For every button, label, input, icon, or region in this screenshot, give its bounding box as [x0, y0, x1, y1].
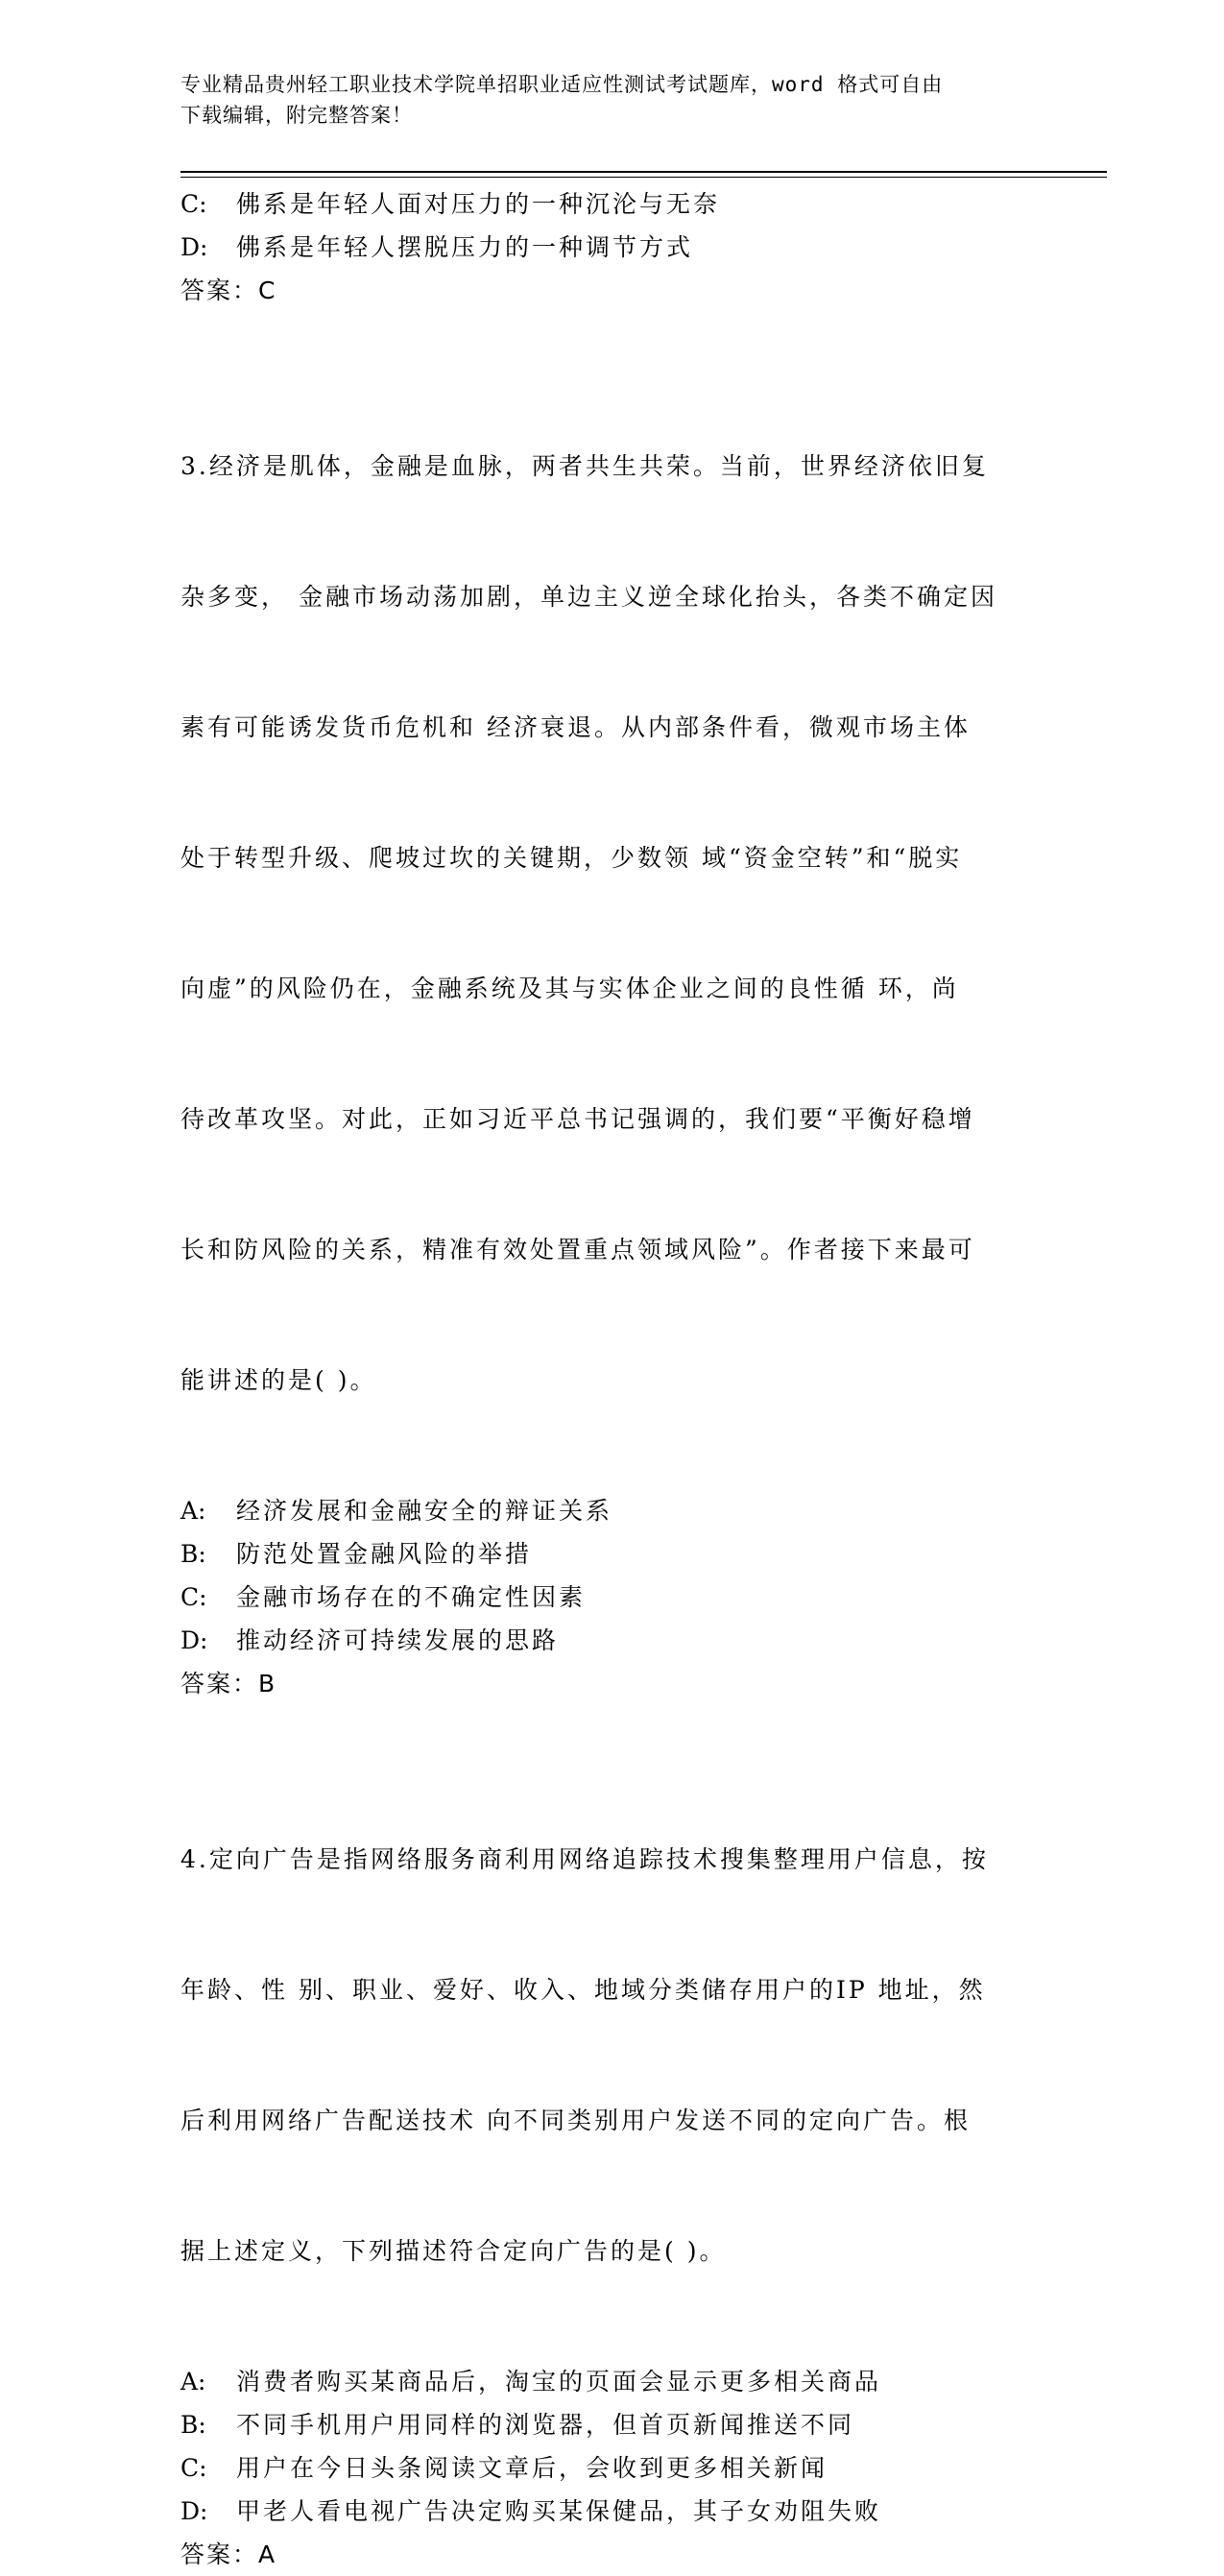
option-text: 防范处置金融风险的举措 — [236, 1540, 533, 1568]
option-letter: A: — [180, 1497, 206, 1525]
stem-line: 长和防风险的关系，精准有效处置重点领域风险”。作者接下来最可 — [180, 1236, 975, 1264]
option-text: 不同手机用户用同样的浏览器，但首页新闻推送不同 — [236, 2411, 855, 2439]
document-body — [180, 182, 1025, 2576]
option-letter: C: — [180, 190, 207, 218]
option-text: 消费者购买某商品后，淘宝的页面会显示更多相关商品 — [236, 2368, 882, 2395]
option-a — [180, 1489, 1025, 1532]
stem-line: 4.定向广告是指网络服务商利用网络追踪技术搜集整理用户信息，按 — [180, 1845, 989, 1873]
option-text: 经济发展和金融安全的辩证关系 — [236, 1497, 613, 1525]
option-a — [180, 2360, 1025, 2403]
header-line-2: 下载编辑，附完整答案！ — [180, 104, 413, 127]
question-3 — [180, 357, 1025, 1705]
question-stem — [180, 357, 1025, 1489]
option-d — [180, 2490, 1025, 2533]
header-rule-thin — [180, 177, 1107, 178]
stem-line: 后利用网络广告配送技术 向不同类别用户发送不同的定向广告。根 — [180, 2107, 971, 2134]
option-text: 甲老人看电视广告决定购买某保健品，其子女劝阻失败 — [236, 2497, 882, 2525]
option-text: 推动经济可持续发展的思路 — [236, 1626, 560, 1654]
option-text: 用户在今日头条阅读文章后，会收到更多相关新闻 — [236, 2454, 828, 2482]
stem-line: 3.经济是肌体，金融是血脉，两者共生共荣。当前，世界经济依旧复 — [180, 452, 989, 480]
option-d — [180, 226, 1025, 269]
option-letter: C: — [180, 2454, 207, 2482]
stem-line: 素有可能诱发货币危机和 经济衰退。从内部条件看，微观市场主体 — [180, 713, 971, 741]
option-b — [180, 1532, 1025, 1576]
answer-line: 答案：B — [180, 1670, 277, 1697]
option-b — [180, 2403, 1025, 2446]
option-letter: A: — [180, 2368, 206, 2395]
option-c — [180, 1576, 1025, 1619]
option-text: 佛系是年轻人面对压力的一种沉沦与无奈 — [236, 190, 721, 218]
header-line-1: 专业精品贵州轻工职业技术学院单招职业适应性测试考试题库，word 格式可自由 — [180, 73, 944, 96]
question-stem — [180, 1750, 1025, 2360]
option-letter: D: — [180, 2497, 208, 2525]
option-text: 佛系是年轻人摆脱压力的一种调节方式 — [236, 233, 694, 261]
header-rule-thick — [180, 171, 1107, 173]
question-2 — [180, 182, 1025, 312]
stem-line: 向虚”的风险仍在，金融系统及其与实体企业之间的良性循 环，尚 — [180, 975, 959, 1002]
option-letter: B: — [180, 2411, 206, 2439]
stem-line: 处于转型升级、爬坡过坎的关键期，少数领 域“资金空转”和“脱实 — [180, 844, 963, 872]
question-4 — [180, 1750, 1025, 2576]
option-letter: C: — [180, 1583, 207, 1611]
answer-line: 答案：A — [180, 2540, 277, 2568]
option-d — [180, 1619, 1025, 1662]
stem-line: 杂多变， 金融市场动荡加剧，单边主义逆全球化抬头，各类不确定因 — [180, 583, 997, 611]
option-c — [180, 182, 1025, 226]
option-c — [180, 2446, 1025, 2490]
answer-line: 答案：C — [180, 277, 277, 304]
option-text: 金融市场存在的不确定性因素 — [236, 1583, 587, 1611]
stem-line: 待改革攻坚。对此，正如习近平总书记强调的，我们要“平衡好稳增 — [180, 1105, 975, 1133]
option-letter: D: — [180, 233, 208, 261]
document-header — [180, 69, 1025, 131]
option-letter: D: — [180, 1626, 208, 1654]
stem-line: 年龄、性 别、职业、爱好、收入、地域分类储存用户的IP 地址，然 — [180, 1976, 986, 2004]
stem-line: 据上述定义，下列描述符合定向广告的是( )。 — [180, 2237, 727, 2265]
stem-line: 能讲述的是( )。 — [180, 1366, 377, 1394]
option-letter: B: — [180, 1540, 206, 1568]
